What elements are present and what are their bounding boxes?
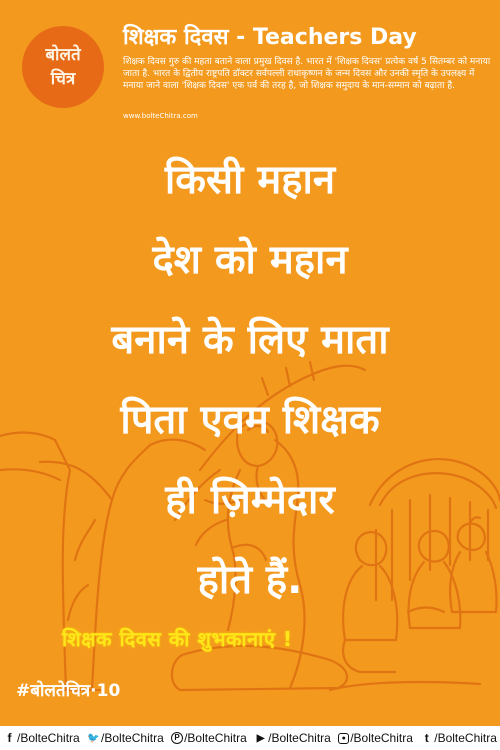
youtube-link[interactable] <box>254 731 331 745</box>
facebook-link[interactable] <box>3 731 80 745</box>
logo-line2: चित्र <box>50 69 76 89</box>
header-description: शिक्षक दिवस गुरु की महता बताने वाला प्रमुख दिवस है. भारत में 'शिक्षक दिवस' प्रत्येक वर्ष 5 सितम्बर को मनाया जाता है. भारत के द्वितीय राष्ट्रपति डॉक्टर सर्वपल्ली राधाकृष्णन के जन्म दिवस और उनकी स्मृति के उपलक्ष्य में मनाया जाने वाला 'शिक्षक दिवस' एक पर्व की तरह है, जो शिक्षक समुदाय के मान-सम्मान को बढ़ाता है. <box>123 57 491 91</box>
teachers-day-wish: शिक्षक दिवस की शुभकानाएं ! <box>62 627 293 651</box>
tumblr-link[interactable] <box>420 731 497 745</box>
facebook-handle: /BolteChitra <box>17 731 80 745</box>
hashtag: #बोलतेचित्र·10 <box>16 681 121 701</box>
social-bar <box>0 726 500 750</box>
instagram-handle: /BolteChitra <box>350 731 413 745</box>
tumblr-icon: t <box>424 730 429 745</box>
facebook-icon: f <box>7 730 12 745</box>
tumblr-handle: /BolteChitra <box>434 731 497 745</box>
twitter-icon: 🐦 <box>87 732 100 744</box>
twitter-link[interactable] <box>87 731 164 745</box>
quote-line: देश को महान <box>152 237 348 283</box>
quote-line: पिता एवम शिक्षक <box>120 397 380 443</box>
youtube-handle: /BolteChitra <box>268 731 331 745</box>
quote-line: बनाने के लिए माता <box>111 317 389 363</box>
quote-line: किसी महान <box>164 157 336 203</box>
pinterest-icon: P <box>171 732 183 744</box>
bolte-chitra-logo <box>22 26 104 108</box>
quote-line: होते हैं. <box>197 557 303 603</box>
quote-line: ही ज़िम्मेदार <box>165 477 335 523</box>
quote <box>0 140 500 620</box>
instagram-icon: ● <box>338 733 349 744</box>
website-url: www.bolteChitra.com <box>123 112 198 120</box>
pinterest-handle: /BolteChitra <box>184 731 247 745</box>
header-title: शिक्षक दिवस - Teachers Day <box>123 25 417 50</box>
instagram-link[interactable] <box>338 731 413 745</box>
pinterest-link[interactable] <box>171 731 247 745</box>
logo-line1: बोलते <box>45 45 81 65</box>
twitter-handle: /BolteChitra <box>101 731 164 745</box>
youtube-icon: ▶ <box>256 732 265 744</box>
